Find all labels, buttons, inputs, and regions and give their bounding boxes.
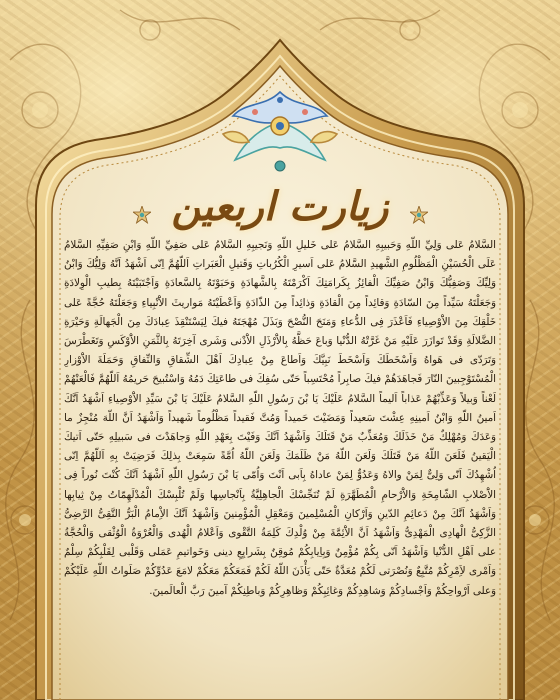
star-ornament-icon [133, 206, 151, 224]
page-title: زيارت اربعين [171, 183, 389, 230]
prayer-text [64, 236, 496, 684]
star-ornament-icon [410, 206, 428, 224]
prayer-paragraph: السَّلامُ عَلى وَلِيِّ اللّهِ وَحَبيبِهِ السَّلامُ عَلى خَليلِ اللّهِ وَنَجيبِهِ السَّلامُ عَلى صَفِيِّ اللّهِ وَابْنِ صَفِيِّهِ السَّلامُ عَلَى الْحُسَيْنِ الْمَظْلُومِ الشَّهيدِ السَّلامُ عَلى اَسيرِ الْكُرُباتِ وَقَتيلِ الْعَبَراتِ اَللّهُمَّ اِنّى اَشْهَدُ اَنَّهُ وَلِيُّكَ وَابْنُ وَلِيِّكَ وَصَفِيُّكَ وَابْنُ صَفِيِّكَ الْفائِزُ بِكَرامَتِكَ اَكْرَمْتَهُ بِالشَّهادَةِ وَحَبَوْتَهُ بِالسَّعادَةِ وَاَجْتَبَيْتَهُ بِطيبِ الْوِلادَةِ وَجَعَلْتَهُ سَيِّداً مِنَ السّادَةِ وَقائِداً مِنَ الْقادَةِ وَذائِداً مِنَ الذّادَةِ وَاَعْطَيْتَهُ مَواريثَ الاَْنْبِياءِ وَجَعَلْتَهُ حُجَّةً عَلى خَلْقِكَ مِنَ الاَْوْصِياءِ فَاَعْذَرَ فِى الدُّعاءِ وَمَنَحَ النُّصْحَ وَبَذَلَ مُهْجَتَهُ فيكَ لِيَسْتَنْقِذَ عِبادَكَ مِنَ الْجَهالَةِ وَحَيْرَةِ الضَّلالَةِ وَقَدْ تَوازَرَ عَلَيْهِ مَنْ غَرَّتْهُ الدُّنْيا وَباعَ حَظَّهُ بِالاَْرْذَلِ الاَْدْنى وَشَرى آخِرَتَهُ بِالثَّمَنِ الاَْوْكَسِ وَتَغَطْرَسَ وَتَرَدّى فى هَواهُ وَاَسْخَطَكَ وَاَسْخَطَ نَبِيَّكَ وَاَطاعَ مِنْ عِبادِكَ اَهْلَ الشِّقاقِ وَالنِّفاقِ وَحَمَلَةَ الاَْوْزارِ الْمُسْتَوْجِبينَ النّارَ فَجاهَدَهُمْ فيكَ صابِراً مُحْتَسِباً حَتّى سُفِكَ فى طاعَتِكَ دَمُهُ وَاسْتُبيحَ حَريمُهُ اَللّهُمَّ فَالْعَنْهُمْ لَعْناً وَبيلاً وَعَذِّبْهُمْ عَذاباً اَليماً السَّلامُ عَلَيْكَ يَا بْنَ رَسُولِ اللّهِ السَّلامُ عَلَيْكَ يَا بْنَ سَيِّدِ الاَْوْصِياءِ اَشْهَدُ اَنَّكَ اَمينُ اللّهِ وَابْنُ اَمينِهِ عِشْتَ سَعيداً وَمَضَيْتَ حَميداً وَمُتَّ فَقيداً مَظْلُوماً شَهيداً وَاَشْهَدُ اَنَّ اللّهَ مُنْجِزٌ ما وَعَدَكَ وَمُهْلِكٌ مَنْ خَذَلَكَ وَمُعَذِّبٌ مَنْ قَتَلَكَ وَاَشْهَدُ اَنَّكَ وَفَيْتَ بِعَهْدِ اللّهِ وَجاهَدْتَ فى سَبيلِهِ حَتّى اَتيكَ الْيَقينُ فَلَعَنَ اللّهُ مَنْ قَتَلَكَ وَلَعَنَ اللّهُ مَنْ ظَلَمَكَ وَلَعَنَ اللّهُ اُمَّةً سَمِعَتْ بِذلِكَ فَرَضِيَتْ بِهِ اَللّهُمَّ اِنّى اُشْهِدُكَ اَنّى وَلِىٌّ لِمَنْ والاهُ وَعَدُوٌّ لِمَنْ عاداهُ بِاَبى اَنْتَ وَاُمّى يَا بْنَ رَسُولِ اللّهِ اَشْهَدُ اَنَّكَ كُنْتَ نُوراً فِى الاَْصْلابِ الشّامِخَةِ وَالاَْرْحامِ الْمُطَهَّرَةِ لَمْ تُنَجِّسْكَ الْجاهِلِيَّةُ بِاَنْجاسِها وَلَمْ تُلْبِسْكَ الْمُدْلَهِمّاتُ مِنْ ثِيابِها وَاَشْهَدُ اَنَّكَ مِنْ دَعائِمِ الدّينِ وَاَرْكانِ الْمُسْلِمينَ وَمَعْقِلِ الْمُؤْمِنينَ وَاَشْهَدُ اَنَّكَ الاِْمامُ الْبَرُّ التَّقِىُّ الرَّضِىُّ الزَّكِىُّ الْهادِى الْمَهْدِىُّ وَاَشْهَدُ اَنَّ الاَْئِمَّةَ مِنْ وُلْدِكَ كَلِمَةُ التَّقْوى وَاَعْلامُ الْهُدى وَالْعُرْوَةُ الْوُثْقى وَالْحُجَّةُ على اَهْلِ الدُّنْيا وَاَشْهَدُ اَنّى بِكُمْ مُؤْمِنٌ وَبِاِيابِكُمْ مُوقِنٌ بِشَرايِعِ دينى وَخَواتيمِ عَمَلى وَقَلْبى لِقَلْبِكُمْ سِلْمٌ وَاَمْرى لاَِمْرِكُمْ مُتَّبِعٌ وَنُصْرَتى لَكُمْ مُعَدَّةٌ حَتّى يَأْذَنَ اللّهُ لَكُمْ فَمَعَكُمْ مَعَكُمْ لامَعَ عَدُوِّكُمْ صَلَواتُ اللّهِ عَلَيْكُمْ وَعلى اَرْواحِكُمْ وَاَجْسادِكُمْ وَشاهِدِكُمْ وَغائِبِكُمْ وَظاهِرِكُمْ وَباطِنِكُمْ آمينَ رَبَّ الْعالَمينَ. [64, 239, 496, 597]
floral-medallion-icon [215, 82, 345, 182]
